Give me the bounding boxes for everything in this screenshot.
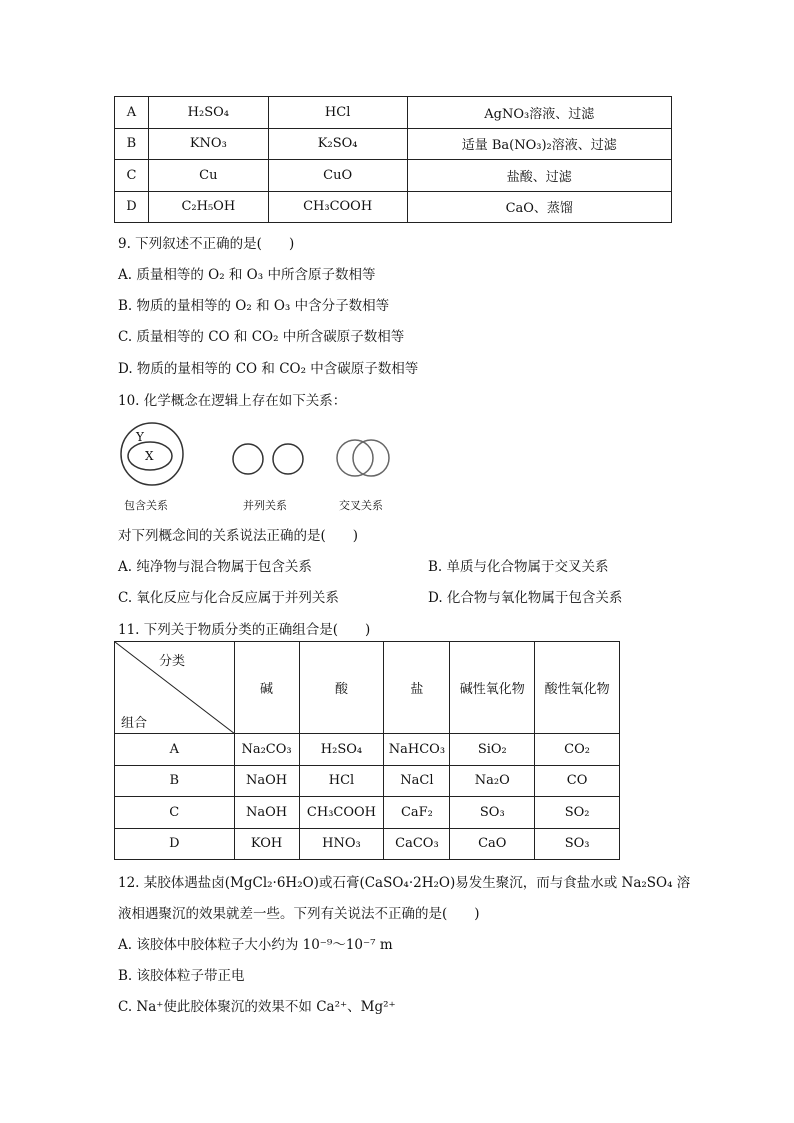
classification-table [114,641,620,860]
classification-cell: NaHCO₃ [384,734,450,766]
classification-cell: A [115,734,235,766]
caption-intersection: 交叉关系 [339,499,383,512]
q10-option-d: D. 化合物与氧化物属于包含关系 [428,590,623,606]
classification-cell: NaCl [384,765,450,797]
q12-option-b: B. 该胶体粒子带正电 [118,968,245,984]
table1-cell: AgNO₃溶液、过滤 [407,97,671,129]
table1-cell: H₂SO₄ [148,97,268,129]
classification-cell: SO₂ [535,797,620,829]
q10-option-b: B. 单质与化合物属于交叉关系 [428,559,609,575]
q10-stem: 10. 化学概念在逻辑上存在如下关系： [118,393,347,409]
table1-cell: HCl [268,97,407,129]
classification-cell: H₂SO₄ [299,734,384,766]
label-y: Y [136,430,144,444]
parallel-circle-right [273,444,303,474]
intersect-circle-right [353,440,389,476]
classification-cell: CaF₂ [384,797,450,829]
corner-cell [115,642,235,734]
table1-cell: CH₃COOH [268,191,407,223]
table1-cell: D [115,191,149,223]
classification-cell: HNO₃ [299,828,384,860]
table1-cell: 适量 Ba(NO₃)₂溶液、过滤 [407,128,671,160]
label-x: X [145,449,154,463]
header-acid: 酸 [299,642,384,734]
table1-cell: B [115,128,149,160]
classification-cell: CO [535,765,620,797]
classification-cell: Na₂O [450,765,535,797]
corner-top-label: 分类 [159,654,186,669]
q9-option-a: A. 质量相等的 O₂ 和 O₃ 中所含原子数相等 [118,267,376,283]
classification-cell: NaOH [234,797,299,829]
classification-cell: SiO₂ [450,734,535,766]
table1-cell: KNO₃ [148,128,268,160]
q9-stem: 9. 下列叙述不正确的是( ) [118,236,295,252]
table1-cell: C [115,160,149,192]
q12-option-a: A. 该胶体中胶体粒子大小约为 10⁻⁹～10⁻⁷ m [118,937,393,953]
classification-row [115,734,620,766]
classification-cell: CH₃COOH [299,797,384,829]
classification-cell: SO₃ [535,828,620,860]
classification-cell: C [115,797,235,829]
table1-cell: A [115,97,149,129]
separation-table [114,96,672,223]
classification-row [115,765,620,797]
table1-cell: 盐酸、过滤 [407,160,671,192]
caption-containment: 包含关系 [124,499,168,512]
classification-cell: Na₂CO₃ [234,734,299,766]
classification-cell: NaOH [234,765,299,797]
table1-row [115,160,672,192]
q9-option-d: D. 物质的量相等的 CO 和 CO₂ 中含碳原子数相等 [118,361,419,377]
classification-row [115,797,620,829]
classification-cell: HCl [299,765,384,797]
q9-option-b: B. 物质的量相等的 O₂ 和 O₃ 中含分子数相等 [118,298,390,314]
header-salt: 盐 [384,642,450,734]
q9-option-c: C. 质量相等的 CO 和 CO₂ 中所含碳原子数相等 [118,329,405,345]
header-base: 碱 [234,642,299,734]
classification-cell: CO₂ [535,734,620,766]
table1-cell: C₂H₅OH [148,191,268,223]
table1-cell: CaO、蒸馏 [407,191,671,223]
q10-sub: 对下列概念间的关系说法正确的是( ) [118,528,359,544]
intersect-circle-left [337,440,373,476]
classification-cell: B [115,765,235,797]
q10-option-c: C. 氧化反应与化合反应属于并列关系 [118,590,339,606]
classification-cell: CaCO₃ [384,828,450,860]
corner-bottom-label: 组合 [121,716,148,731]
q12-stem-line1: 12. 某胶体遇盐卤(MgCl₂·6H₂O)或石膏(CaSO₄·2H₂O)易发生聚沉，而与食盐水或 Na₂SO₄ 溶 [118,875,691,891]
caption-parallel: 并列关系 [243,499,287,512]
relation-diagram [110,418,410,516]
q12-stem-line2: 液相遇聚沉的效果就差一些。下列有关说法不正确的是( ) [118,906,480,922]
table1-cell: K₂SO₄ [268,128,407,160]
classification-cell: KOH [234,828,299,860]
q10-option-a: A. 纯净物与混合物属于包含关系 [118,559,312,575]
header-acidic-oxide: 酸性氧化物 [535,642,620,734]
classification-cell: CaO [450,828,535,860]
table1-row [115,191,672,223]
table1-cell: CuO [268,160,407,192]
classification-cell: D [115,828,235,860]
classification-row [115,828,620,860]
table1-cell: Cu [148,160,268,192]
parallel-circle-left [233,444,263,474]
table1-row [115,128,672,160]
q11-stem: 11. 下列关于物质分类的正确组合是( ) [118,622,371,638]
header-basic-oxide: 碱性氧化物 [450,642,535,734]
classification-cell: SO₃ [450,797,535,829]
table1-row [115,97,672,129]
q12-option-c: C. Na⁺使此胶体聚沉的效果不如 Ca²⁺、Mg²⁺ [118,999,396,1015]
